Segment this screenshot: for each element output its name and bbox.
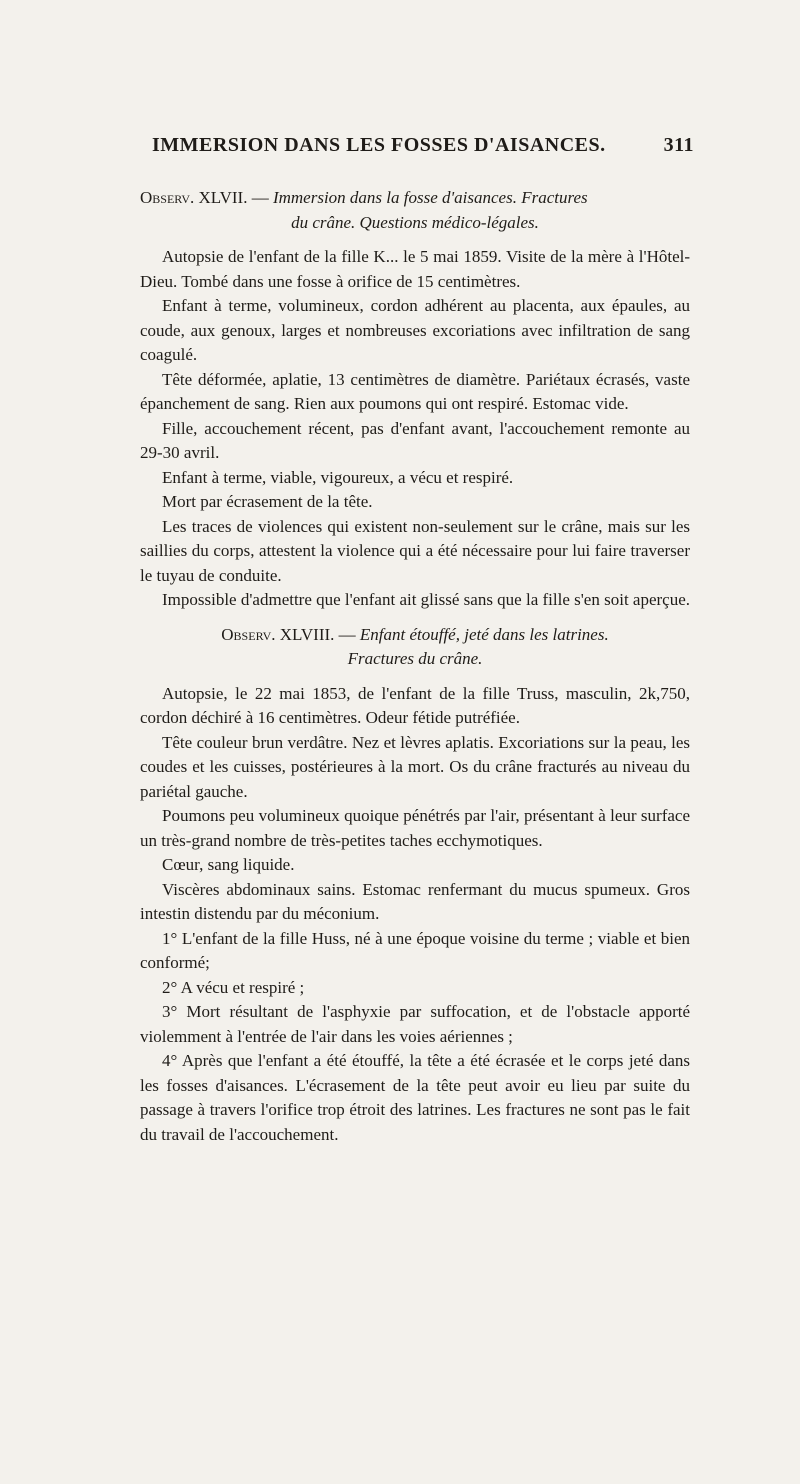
observation-number: Observ. XLVIII. —	[221, 624, 356, 644]
observation-title: Immersion dans la fosse d'aisances. Fractures	[272, 188, 588, 207]
paragraph: Fille, accouchement récent, pas d'enfant avant, l'accouchement remonte au 29-30 avril.	[140, 418, 690, 462]
observation-heading	[140, 186, 690, 235]
paragraph: 2° A vécu et respiré ;	[162, 977, 305, 997]
paragraph: Enfant à terme, volumineux, cordon adhérent au placenta, aux épaules, au coude, aux genoux, larges et nombreuses excoriations avec infiltration de sang coagulé.	[140, 296, 690, 364]
observation-title: Enfant étouffé, jeté dans les latrines.	[359, 624, 609, 644]
paragraph: Tête couleur brun verdâtre. Nez et lèvres aplatis. Excoriations sur la peau, les coudes et les cuisses, postérieures à la mort. Os du crâne fracturés au niveau du pariétal gauche.	[140, 732, 690, 801]
paragraph: Autopsie de l'enfant de la fille K... le 5 mai 1859. Visite de la mère à l'Hôtel-Dieu. Tombé dans une fosse à orifice de 15 centimètres.	[140, 247, 690, 291]
paragraph: Tête déformée, aplatie, 13 centimètres de diamètre. Pariétaux écrasés, vaste épanchement de sang. Rien aux poumons qui ont respiré. Estomac vide.	[140, 369, 690, 413]
paragraph: Autopsie, le 22 mai 1853, de l'enfant de la fille Truss, masculin, 2k,750, cordon déchiré à 16 centimètres. Odeur fétide putréfiée.	[140, 683, 690, 727]
body-text	[140, 186, 690, 1147]
paragraph: Poumons peu volumineux quoique pénétrés par l'air, présentant à leur surface un très-grand nombre de très-petites taches ecchymotiques.	[140, 806, 690, 850]
paragraph: Cœur, sang liquide.	[162, 855, 295, 874]
paragraph: Impossible d'admettre que l'enfant ait glissé sans que la fille s'en soit aperçue.	[162, 590, 691, 609]
observation-number: Observ. XLVII. —	[140, 188, 269, 207]
observation-heading	[140, 623, 690, 672]
paragraph: Enfant à terme, viable, vigoureux, a vécu et respiré.	[162, 467, 514, 487]
paragraph: 4° Après que l'enfant a été étouffé, la tête a été écrasée et le corps jeté dans les fosses d'aisances. L'écrasement de la tête peut avoir eu lieu par suite du passage à travers l'orifice trop étroit des latrines. Les fractures ne sont pas le fait du travail de l'accouchement.	[140, 1051, 690, 1144]
running-head-title: IMMERSION DANS LES FOSSES D'AISANCES.	[152, 134, 606, 156]
paragraph: Les traces de violences qui existent non-seulement sur le crâne, mais sur les saillies du corps, attestent la violence qui a été nécessaire pour lui faire traverser le tuyau de conduite.	[140, 516, 690, 585]
observation-title-line2: Fractures du crâne.	[347, 649, 483, 668]
paragraph: 1° L'enfant de la fille Huss, né à une époque voisine du terme ; viable et bien conformé;	[140, 928, 690, 972]
observation-title-line2: du crâne. Questions médico-légales.	[291, 212, 539, 232]
page-number: 311	[663, 134, 694, 156]
paragraph: Mort par écrasement de la tête.	[162, 492, 373, 511]
paragraph: 3° Mort résultant de l'asphyxie par suffocation, et de l'obstacle apporté violemment à l'entrée de l'air dans les voies aériennes ;	[140, 1002, 690, 1046]
paragraph: Viscères abdominaux sains. Estomac renfermant du mucus spumeux. Gros intestin distendu par du méconium.	[140, 879, 690, 923]
